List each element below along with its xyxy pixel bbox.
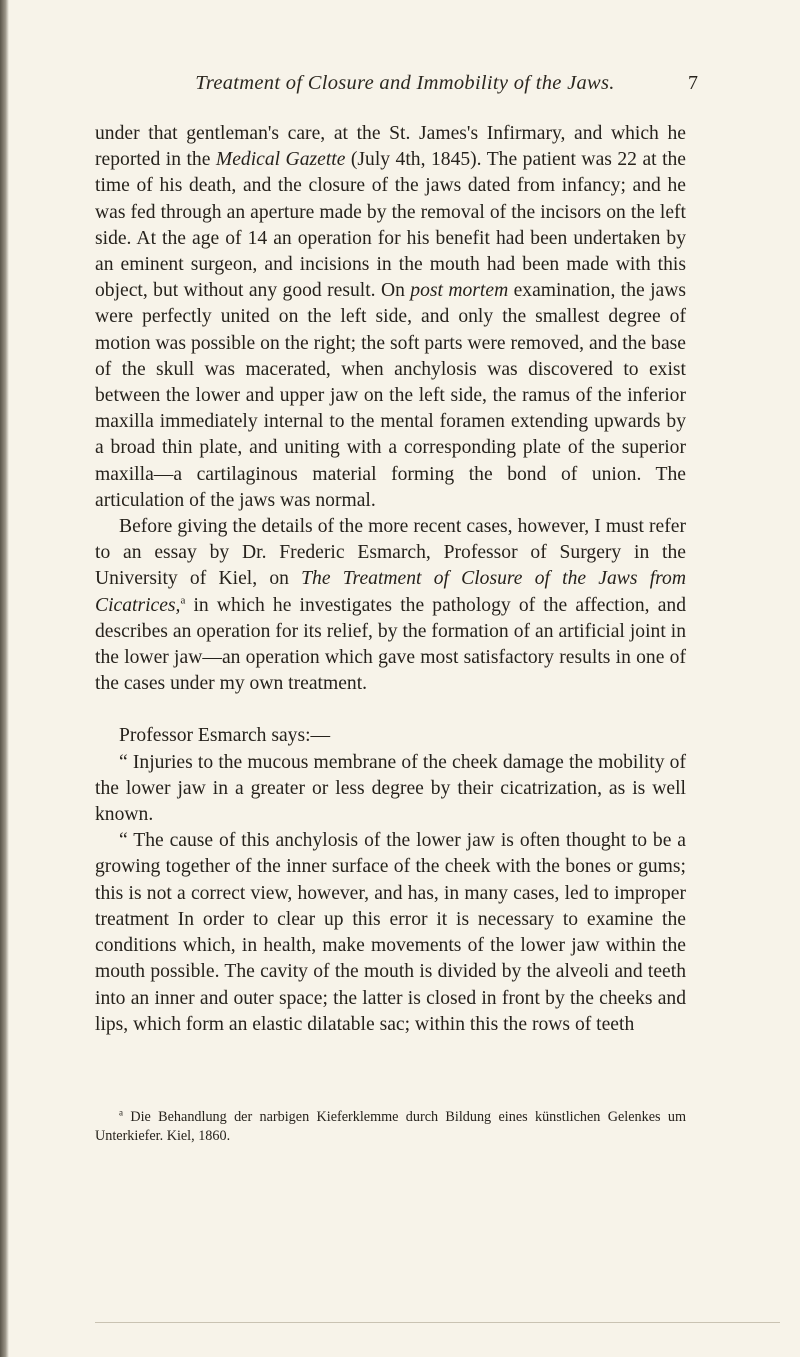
footnote-text: Die Behandlung der narbigen Kieferklemme durch Bildung eines künstlichen Gelenkes um Unterkiefer. Kiel, 1860. [95, 1109, 686, 1144]
journal-title: Medical Gazette [215, 149, 346, 171]
paragraph-text: examination, the jaws were perfectly united on the left side, and only the smallest degree of motion was possible on the right; the soft parts were removed, and the base of the skull was macerated, when anchylosis was discovered to exist between the lower and upper jaw on the left side, the ramus of the inferior maxilla immediately internal to the mental foramen extending upwards by a broad thin plate, and uniting with a corresponding plate of the superior maxilla—a cartilaginous material forming the bond of union. The articulation of the jaws was normal. [95, 280, 686, 511]
bottom-rule [95, 1322, 780, 1323]
running-title: Treatment of Closure and Immobility of the Jaws. [195, 72, 615, 94]
paragraph-esmarch-says: Professor Esmarch says:— [119, 725, 331, 747]
essay-title: The Treatment of Closure of the Jaws from Cicatrices, [95, 568, 686, 616]
page-number: 7 [688, 72, 698, 94]
paragraph-quote-injuries: “ Injuries to the mucous membrane of the cheek damage the mobility of the lower jaw in a greater or less degree by their cicatrization, as is well known. [95, 751, 686, 826]
paragraph-esmarch-essay [95, 514, 686, 697]
body-text [95, 121, 686, 1038]
paragraph-quote-cause: “ The cause of this anchylosis of the lower jaw is often thought to be a growing together of the inner surface of the cheek with the bones or gums; this is not a correct view, however, and has, in many cases, led to improper treatment In order to clear up this error it is necessary to examine the conditions which, in health, make movements of the lower jaw within the mouth possible. The cavity of the mouth is divided by the alveoli and teeth into an inner and outer space; the latter is closed in front by the cheeks and lips, which form an elastic dilatable sac; within this the rows of teeth [95, 830, 686, 1035]
latin-term: post mortem [410, 280, 509, 302]
paragraph-text: in which he investigates the pathology of the affection, and describes an operation for its relief, by the formation of an artificial joint in the lower jaw—an operation which gave most satisfactory results in one of the cases under my own treatment. [95, 594, 686, 695]
paragraph-text: Before giving the details of the more recent cases, however, I must refer to an essay by Dr. Frederic Esmarch, Professor of Surgery in the University of Kiel, on [95, 516, 686, 590]
page-binding-edge [0, 0, 9, 1357]
paragraph-infirmary-case [95, 121, 686, 514]
footnote [95, 1108, 686, 1146]
paragraph-text: under that gentleman's care, at the St. James's Infirmary, and which he reported in the [95, 123, 686, 171]
paragraph-text: (July 4th, 1845). The patient was 22 at the time of his death, and the closure of the jaws dated from infancy; and he was fed through an aperture made by the removal of the incisors on the left side. At the age of 14 an operation for his benefit had been undertaken by an eminent surgeon, and incisions in the mouth had been made with this object, but without any good result. On [95, 149, 687, 302]
footnote-reference: a [180, 594, 186, 607]
footnote-mark: a [119, 1107, 123, 1118]
page-header [120, 72, 698, 102]
footnote-body [95, 1108, 686, 1146]
